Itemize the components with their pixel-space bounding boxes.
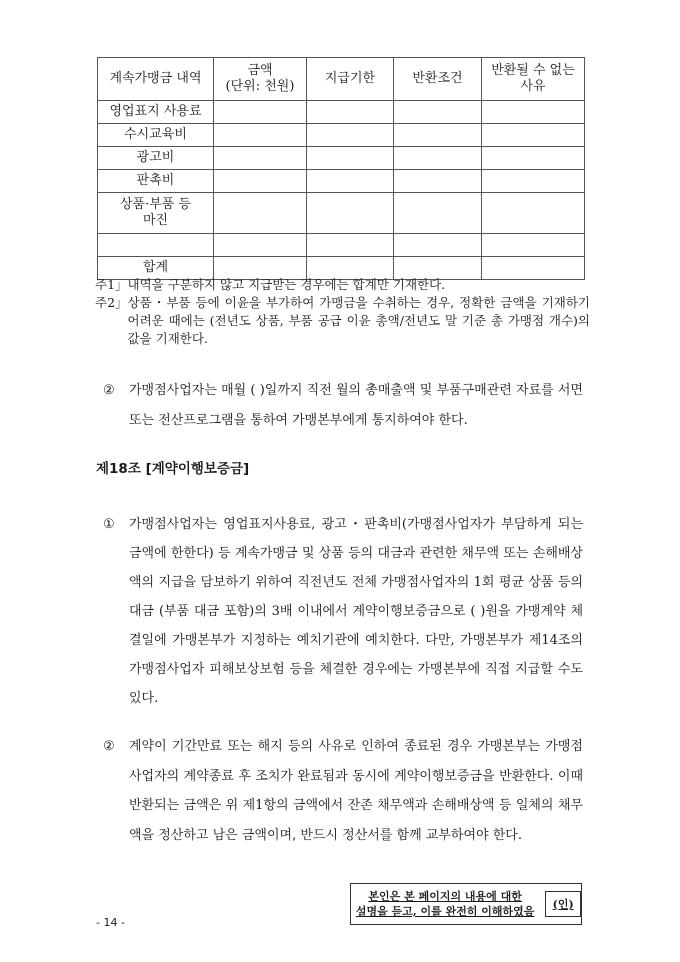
- header-amount: 금액 (단위: 천원): [214, 58, 307, 101]
- table-header-row: [98, 58, 585, 101]
- article-heading: 제18조 [계약이행보증금]: [96, 461, 250, 477]
- clause-text: 가맹점사업자는 영업표지사용료, 광고・판촉비(가맹점사업자가 부담하게 되는 금액에 한한다) 등 계속가맹금 및 상품 등의 대금과 관련한 채무액 또는 손해배상액의 지급을 담보하기 위하여 직전년도 전체 가맹점사업자의 1회 평균 상품 등의 대금 (부품 대금 포함)의 3배 이내에서 계약이행보증금으로 ( )원을 가맹계약 체결일에 가맹본부가 지정하는 예치기관에 예치한다. 다만, 가맹본부가 제14조의 가맹점사업자 피해보상보험 등을 체결한 경우에는 가맹본부에 직접 지급할 수도 있다.: [129, 517, 583, 706]
- note-tag: 주1」: [95, 277, 128, 292]
- paragraph-deposit: [103, 510, 583, 713]
- note-2: [95, 294, 590, 348]
- table-notes: [95, 276, 590, 348]
- note-tag: 주2」: [95, 295, 128, 310]
- table-row: [98, 101, 585, 124]
- note-text: 내역을 구분하지 않고 지급받는 경우에는 합계만 기재한다.: [127, 277, 446, 292]
- clause-text: 가맹점사업자는 매월 ( )일까지 직전 월의 총매출액 및 부품구매관련 자료를 서면 또는 전산프로그램을 통하여 가맹본부에게 통지하여야 한다.: [129, 383, 583, 428]
- franchise-fee-table: [97, 57, 585, 280]
- row-label: 영업표지 사용료: [98, 101, 214, 124]
- paragraph-refund: [103, 732, 583, 850]
- table-row: [98, 234, 585, 257]
- header-fee-item: 계속가맹금 내역: [98, 58, 214, 101]
- clause-text: 계약이 기간만료 또는 해지 등의 사유로 인하여 종료된 경우 가맹본부는 가맹점사업자의 계약종료 후 조치가 완료됨과 동시에 계약이행보증금을 반환한다. 이때 반환되는 금액은 위 제1항의 금액에서 잔존 채무액과 손해배상액 등 일체의 채무액을 정산하고 남은 금액이며, 반드시 정산서를 함께 교부하여야 한다.: [129, 739, 583, 843]
- confirmation-box: [350, 883, 582, 925]
- confirmation-line-1: 본인은 본 페이지의 내용에 대한: [368, 890, 522, 903]
- page-number: - 14 -: [96, 916, 125, 929]
- clause-number: ②: [103, 383, 115, 398]
- header-nonrefund-reason: 반환될 수 없는 사유: [482, 58, 585, 101]
- clause-number: ①: [103, 517, 115, 532]
- row-label-total: 합계: [98, 257, 214, 280]
- row-label: [98, 234, 214, 257]
- table-row: [98, 124, 585, 147]
- note-1: [95, 276, 590, 294]
- row-label: 상품·부품 등 마진: [98, 193, 214, 234]
- row-label: 판촉비: [98, 170, 214, 193]
- table-row: [98, 170, 585, 193]
- header-refund-condition: 반환조건: [394, 58, 482, 101]
- row-label: 수시교육비: [98, 124, 214, 147]
- seal-box[interactable]: (인): [545, 891, 581, 917]
- table-row: [98, 147, 585, 170]
- note-text: 상품・부품 등에 이윤을 부가하여 가맹금을 수취하는 경우, 정확한 금액을 기재하기 어려운 때에는 (전년도 상품, 부품 공급 이윤 총액/전년도 말 기준 총 가맹점 개수)의 값을 기재한다.: [127, 295, 590, 346]
- clause-number: ②: [103, 739, 115, 754]
- header-deadline: 지급기한: [307, 58, 394, 101]
- confirmation-line-2: 설명을 듣고, 이를 완전히 이해하였음: [355, 905, 535, 918]
- paragraph-monthly-report: [103, 376, 583, 436]
- confirmation-text: [351, 889, 539, 919]
- table-row: [98, 193, 585, 234]
- row-label: 광고비: [98, 147, 214, 170]
